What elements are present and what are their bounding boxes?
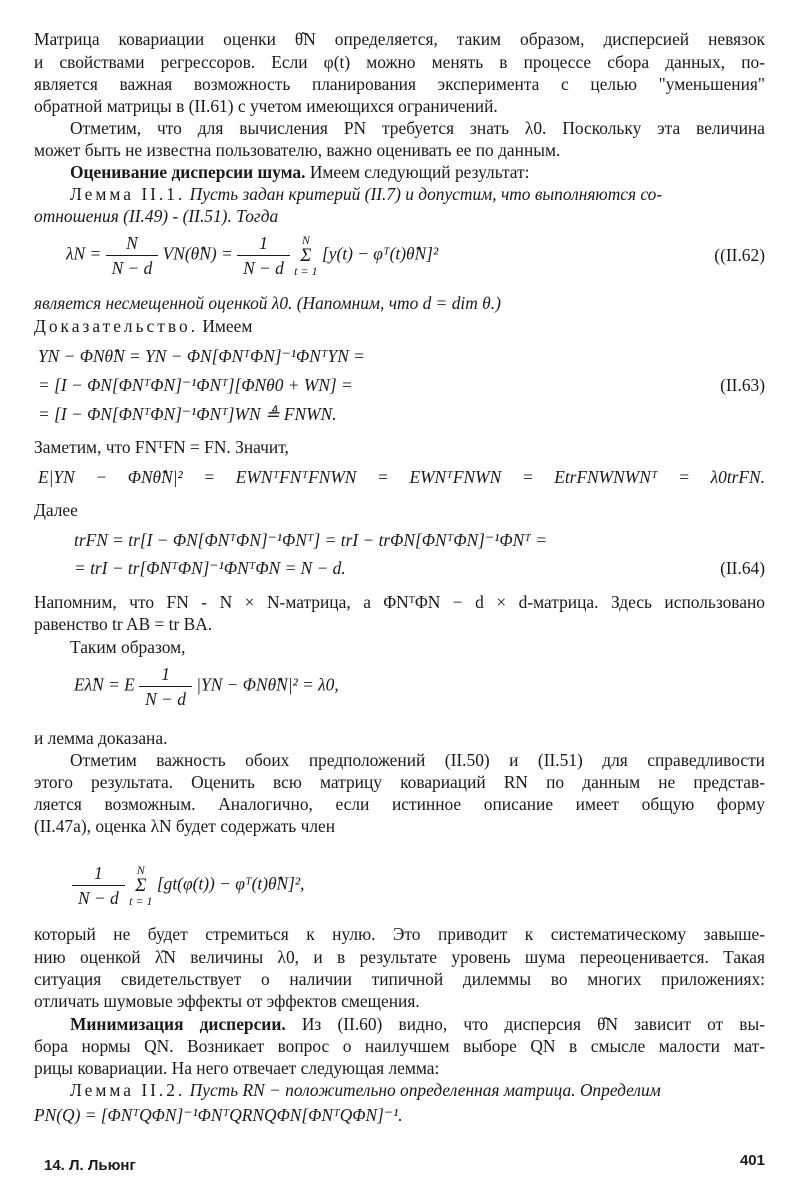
equation-line: E|YN − ΦNθ̂N|² = EWNᵀFNᵀFNWN = EWNᵀFNWN = EtrFNWNWNᵀ = λ0trFN. — [38, 467, 765, 487]
section-heading-line — [70, 161, 529, 183]
fraction — [139, 663, 192, 710]
equation-line: = [I − ΦN[ΦNᵀΦN]⁻¹ΦNᵀ][ΦNθ0 + WN] = — [38, 375, 353, 395]
numerator: 1 — [161, 664, 170, 684]
text-line: является несмещенной оценкой λ0. (Напомним, что d = dim θ.) — [34, 293, 501, 313]
eq-text: |YN − ΦNθ̂N|² = λ0, — [196, 674, 339, 695]
lemma-text: Пусть задан критерий (II.7) и допустим, что выполняются со- — [185, 184, 663, 204]
equation-number: (II.64) — [720, 558, 765, 578]
text-line: Отметим важность обоих предположений (II.50) и (II.51) для справедливости — [70, 750, 765, 770]
text-line: равенство tr AB = tr BA. — [34, 614, 213, 634]
sum-upper: N — [301, 232, 310, 247]
text-line: Отметим, что для вычисления PN требуется знать λ0. Поскольку эта величина — [70, 118, 765, 138]
text-span: Имеем — [197, 316, 253, 336]
numerator: 1 — [259, 233, 268, 253]
fraction — [72, 862, 125, 909]
text-line: нию оценкой λ̂N величины λ0, и в результате уровень шума переоценивается. Такая — [34, 947, 765, 967]
denominator: N − d — [72, 885, 125, 909]
sum-lower: t = 1 — [294, 263, 318, 278]
summation — [129, 864, 152, 908]
sum-upper: N — [136, 862, 145, 877]
section-heading-line — [70, 1013, 765, 1035]
numerator: N — [126, 233, 138, 253]
denominator: N − d — [106, 255, 159, 279]
lemma-text: Пусть RN − положительно определенная матрица. Определим — [185, 1080, 661, 1100]
footer-author: 14. Л. Льюнг — [44, 1157, 136, 1174]
text-line: ляется возможным. Аналогично, если истинное описание имеет общую форму — [34, 794, 765, 814]
equation-line: YN − ΦNθ̂N = YN − ΦN[ΦNᵀΦN]⁻¹ΦNᵀYN = — [38, 346, 365, 366]
sum-symbol: Σ — [135, 874, 147, 896]
equation-line: PN(Q) = [ΦNᵀQΦN]⁻¹ΦNᵀQRNQΦN[ΦNᵀQΦN]⁻¹. — [34, 1105, 403, 1125]
text-line: Матрица ковариации оценки θ̂N определяется, таким образом, дисперсией невязок — [34, 29, 765, 49]
text-line: отличать шумовые эффекты от эффектов смещения. — [34, 991, 420, 1011]
eq-text: [y(t) − φᵀ(t)θ̂N]² — [321, 243, 439, 264]
proof-line — [34, 315, 252, 337]
equation-number: ((II.62) — [714, 245, 765, 265]
lemma-head: Лемма II.2. — [70, 1080, 186, 1100]
text-line: ситуация свидетельствует о наличии типичной дилеммы во многих приложениях: — [34, 969, 765, 989]
text-line: отношения (II.49) - (II.51). Тогда — [34, 206, 279, 226]
lemma-head: Лемма II.1. — [70, 184, 186, 204]
section-heading: Оценивание дисперсии шума. — [70, 162, 306, 182]
summation — [294, 234, 317, 278]
text-line: обратной матрицы в (II.61) с учетом имеющихся ограничений. — [34, 96, 498, 116]
lemma-line — [70, 183, 662, 205]
eq-text: VN(θ̂N) = — [162, 243, 233, 264]
proof-head: Доказательство. — [34, 316, 198, 336]
sum-lower: t = 1 — [129, 893, 153, 908]
lemma-line — [70, 1079, 661, 1101]
equation-line: = [I − ΦN[ΦNᵀΦN]⁻¹ΦNᵀ]WN ≜ FNWN. — [38, 404, 337, 424]
text-span: Имеем следующий результат: — [305, 162, 530, 182]
equation-line: trFN = tr[I − ΦN[ΦNᵀΦN]⁻¹ΦNᵀ] = trI − trΦN[ΦNᵀΦN]⁻¹ΦNᵀ = — [74, 530, 547, 550]
page-number: 401 — [739, 1152, 765, 1169]
equation-line: = trI − tr[ΦNᵀΦN]⁻¹ΦNᵀΦN = N − d. — [74, 558, 346, 578]
text-line: бора нормы QN. Возникает вопрос о наилучшем выборе QN в смысле малости мат- — [34, 1036, 765, 1056]
denominator: N − d — [139, 686, 192, 710]
equation-number: (II.63) — [720, 375, 765, 395]
text-line: может быть не известна пользователю, важно оценивать ее по данным. — [34, 140, 561, 160]
eq-text: λN = — [66, 243, 102, 264]
text-line: этого результата. Оценить всю матрицу ковариаций RN по данным не представ- — [34, 772, 765, 792]
sum-symbol: Σ — [300, 244, 312, 266]
section-heading: Минимизация дисперсии. — [70, 1014, 286, 1034]
equation-bias-term — [72, 862, 304, 909]
text-line: Далее — [34, 500, 78, 520]
text-line: который не будет стремиться к нулю. Это приводит к систематическому завыше- — [34, 924, 765, 944]
text-line: Напомним, что FN - N × N-матрица, а ΦNᵀΦN − d × d-матрица. Здесь использовано — [34, 592, 765, 612]
equation-expected-lambda — [74, 663, 339, 710]
numerator: 1 — [94, 863, 103, 883]
fraction — [237, 232, 290, 279]
text-line: является важная возможность планирования эксперимента с целью "уменьшения" — [34, 74, 765, 94]
text-line: Таким образом, — [70, 637, 186, 657]
equation-II-62 — [66, 232, 438, 279]
eq-text: [gt(φ(t)) − φᵀ(t)θ̂N]², — [156, 873, 305, 894]
text-line: Заметим, что FNᵀFN = FN. Значит, — [34, 437, 289, 457]
text-span: Из (II.60) видно, что дисперсия θ̂N зависит от вы- — [285, 1014, 765, 1034]
text-line: рицы ковариации. На него отвечает следующая лемма: — [34, 1058, 440, 1078]
eq-text: Eλ̂N = E — [74, 674, 135, 695]
text-line: и свойствами регрессоров. Если φ(t) можно менять в процессе сбора данных, по- — [34, 52, 765, 72]
fraction — [106, 232, 159, 279]
denominator: N − d — [237, 255, 290, 279]
text-line: и лемма доказана. — [34, 728, 168, 748]
text-line: (II.47a), оценка λN будет содержать член — [34, 816, 336, 836]
